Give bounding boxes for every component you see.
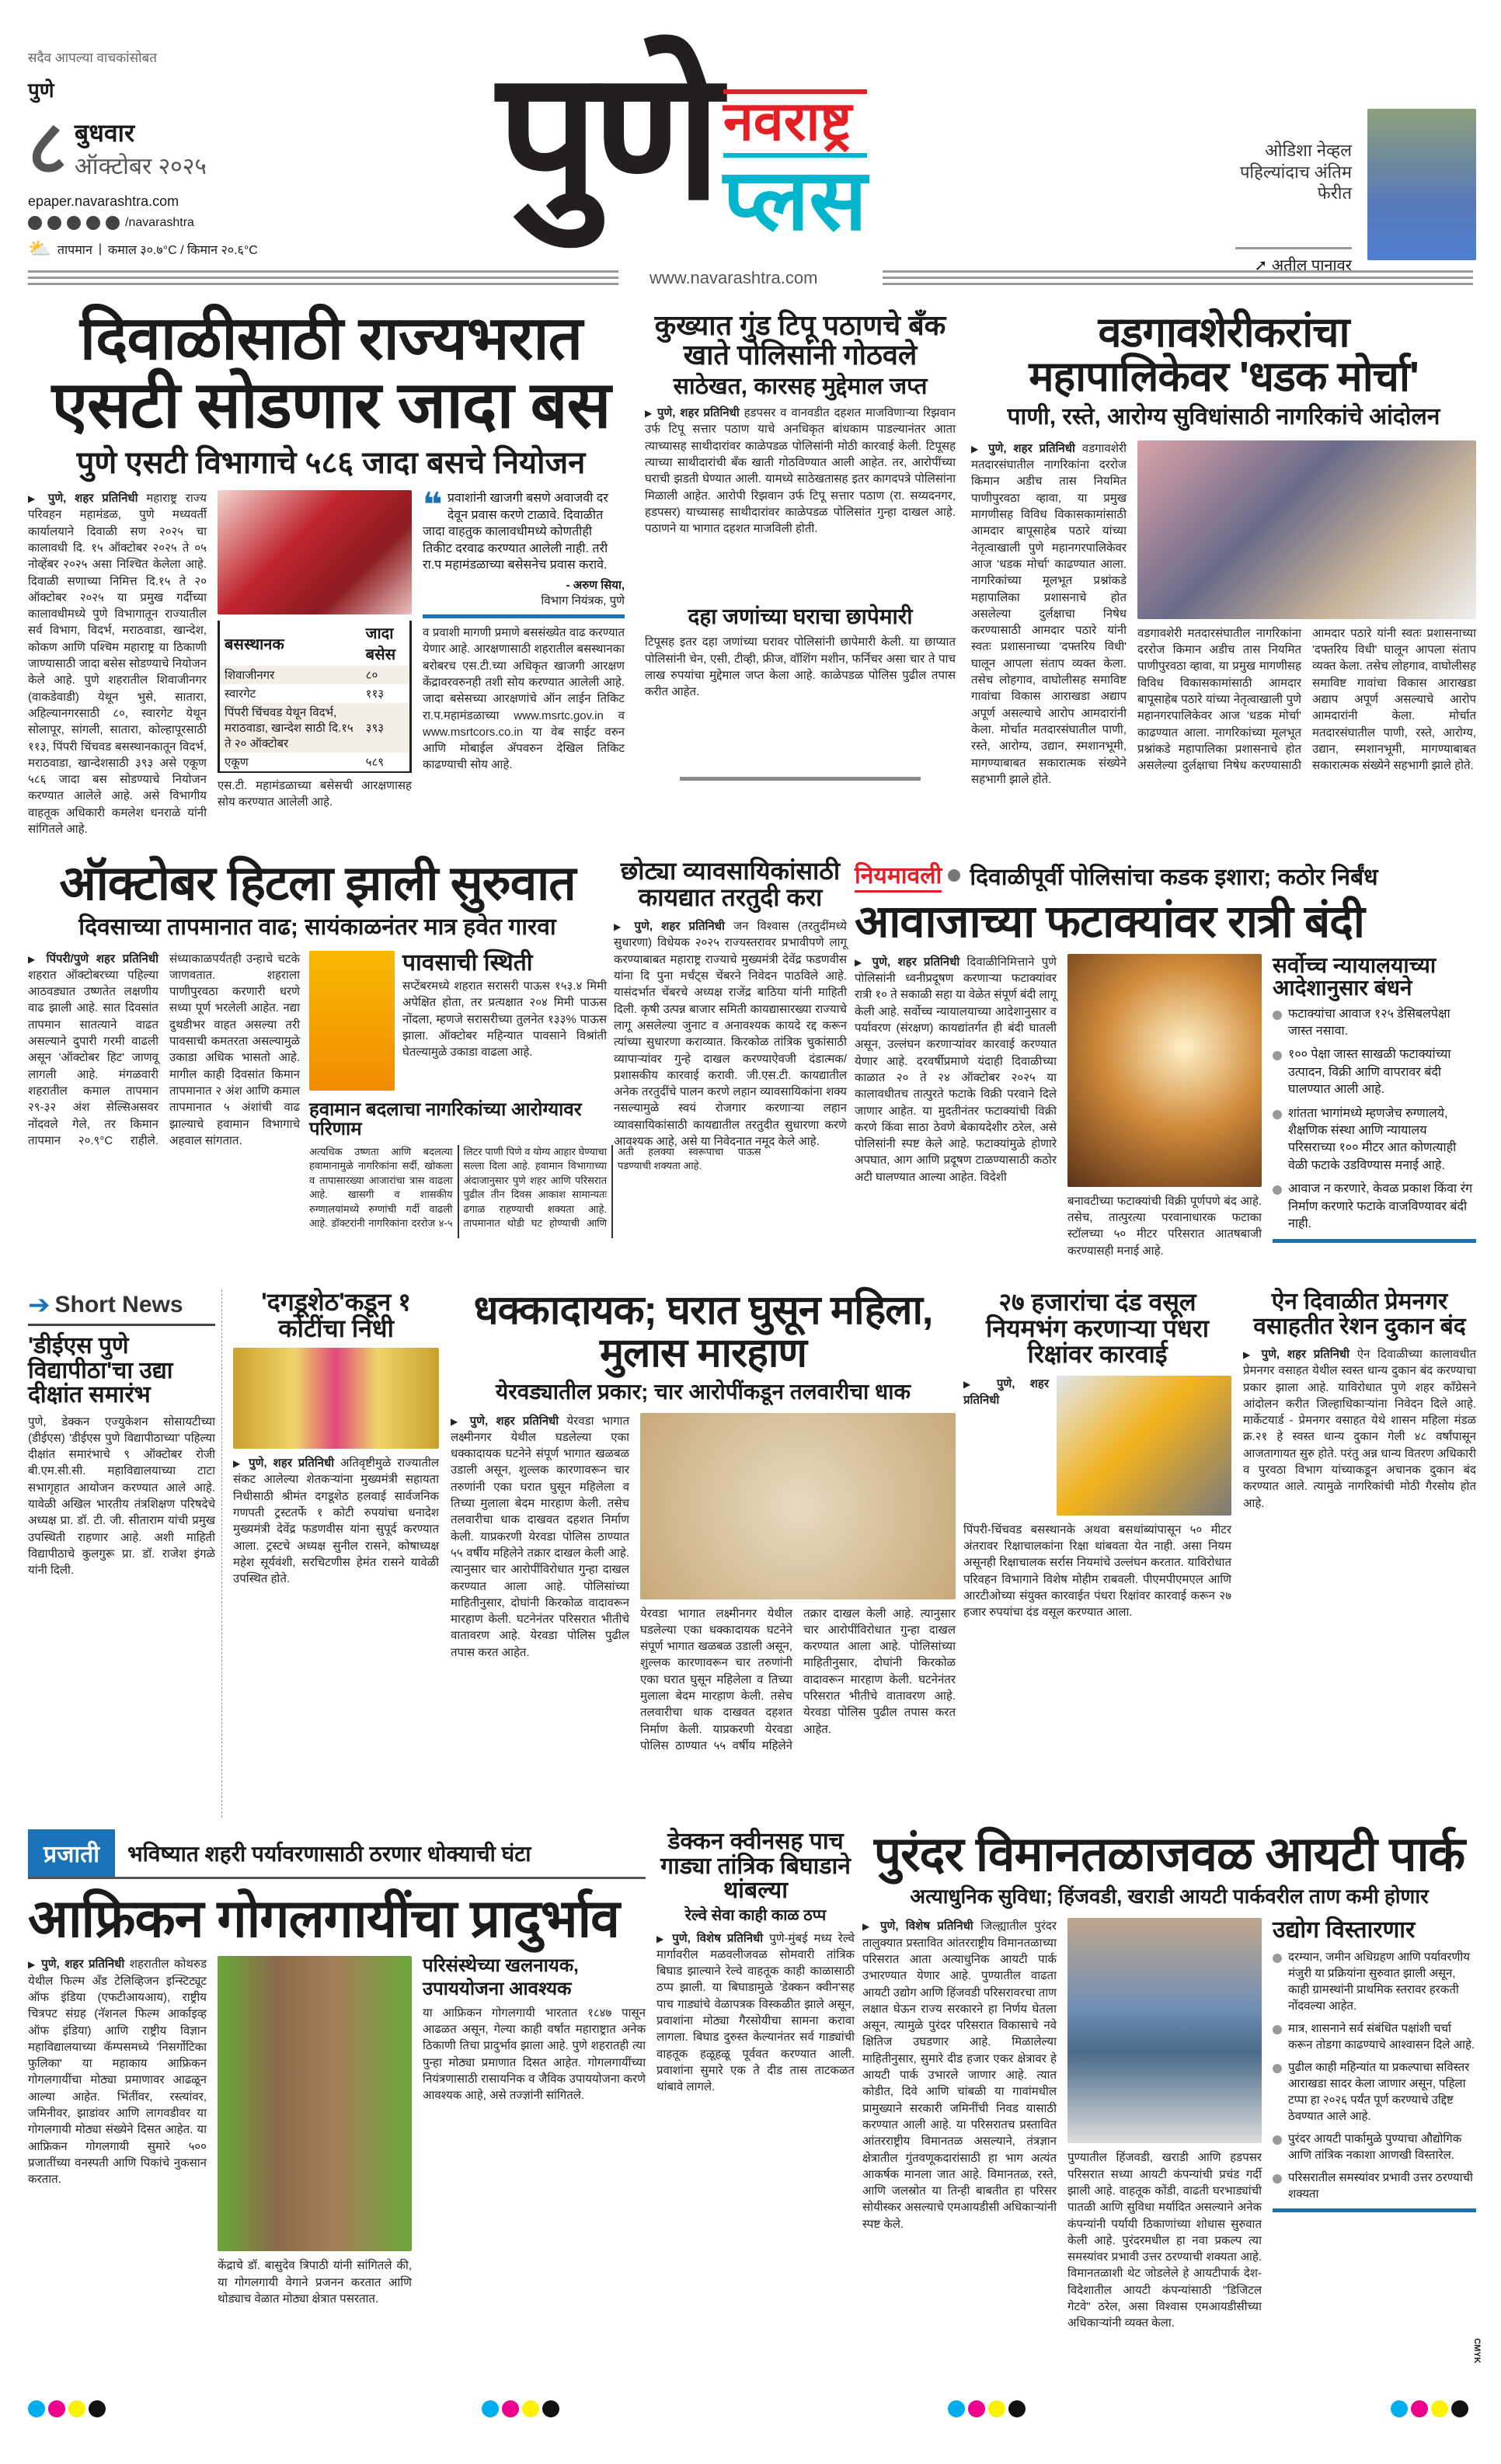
fireworks-side-title: सर्वोच्च न्यायालयाच्या आदेशानुसार बंधने bbox=[1273, 952, 1437, 1001]
gogalgay-kicker: भविष्यात शहरी पर्यावरणासाठी ठरणार धोक्याची घंटा bbox=[127, 1841, 531, 1866]
divider bbox=[423, 614, 625, 618]
protest-photo bbox=[1137, 440, 1476, 619]
tipu-headline: कुख्यात गुंड टिपू पठाणचे बँक खाते पोलिसांनी गोठवले bbox=[654, 309, 946, 371]
st-body-3: व प्रवाशी मागणी प्रमाणे बससंख्येत वाढ करण्यात येणार आहे. आरक्षणासाठी शहरातील बसस्थानका बरोबरच एस.टी.च्या अधिकृत खाजगी आरक्षण केंद्रावरवरुनही तशी सोय करण्यात आलेली आहे. जादा बसेसच्या आरक्षणांचे ऑन लाईन तिकिट रा.प.महामंडळाच्या www.msrtc.gov.in व www.msrtcors.co.in या वेब साईट वरुन आणि मोबाईल ॲपवरुन देखिल तिकिट काढण्याची सोय आहे. bbox=[423, 626, 625, 772]
business-headline: छोट्या व्यावसायिकांसाठी कायद्यात तरतुदी करा bbox=[620, 857, 841, 911]
cyan-dot bbox=[482, 2400, 499, 2417]
gogalgay-article bbox=[28, 1829, 646, 2360]
ration-body-text: ऐन दिवाळीच्या कालावधीत प्रेमनगर वसाहत येथील स्वस्त धान्य दुकान बंद करण्याचा प्रकार झाला आहे. याविरोधात पुणे शहर काँग्रेसने आंदोलन करीत जिल्हाधिकाऱ्यांना निवेदन दिले आहे. मार्केटयार्ड - प्रेमनगर वसाहत येथे शासन महिला मंडळ क्र.२१ हे स्वस्त धान्य दुकान गेली ४८ वर्षांपासून आजतागायत सुरु होते. परंतु अन्न धान्य वितरण अधिकारी व पुरवठा विभाग यांच्याकडून अचानक दुकान बंद करण्यात आले. त्यामुळे नागरिकांची मोठी गैरसोय होत आहे. bbox=[1243, 1348, 1476, 1510]
social-handle: /navarashtra bbox=[125, 216, 194, 229]
black-dot bbox=[89, 2400, 106, 2417]
social-row bbox=[28, 216, 339, 230]
ganpati-photo bbox=[233, 1348, 439, 1449]
dagdusheth-headline: 'दगडूशेठ'कडून १ कोटींचा निधी bbox=[261, 1288, 411, 1342]
magenta-dot bbox=[968, 2400, 985, 2417]
tipu-article bbox=[645, 311, 956, 781]
teaser-jump-label: अतील पानावर bbox=[1271, 257, 1352, 274]
gogalgay-body bbox=[28, 1956, 207, 2360]
october-body bbox=[28, 951, 300, 1246]
fireworks-tag: नियमावली bbox=[855, 858, 942, 893]
table-cell: ११३ bbox=[365, 687, 385, 701]
vadgaon-headline-2: महापालिकेवर 'धडक मोर्चा' bbox=[1029, 353, 1419, 400]
dagdusheth-article bbox=[233, 1289, 439, 1843]
logo-main: पुणे bbox=[497, 36, 716, 235]
deccan-body bbox=[656, 1930, 855, 2350]
ration-headline: ऐन दिवाळीत प्रेमनगर वसाहतीत रेशन दुकान बंद bbox=[1253, 1289, 1466, 1339]
gogalgay-side-body: या आफ्रिकन गोगलगायी भारतात १८४७ पासून आढळत असून, गेल्या काही वर्षांत महाराष्ट्रात अनेक ठिकाणी तिचा प्रादुर्भाव झाला आहे. पुणे शहरातही त्या पुन्हा मोठ्या प्रमाणात दिसत आहेत. गोगलगायींच्या नियंत्रणासाठी रासायनिक व जैविक उपाययोजना करणे आवश्यक आहे, असे तज्ज्ञांनी सांगितले. bbox=[423, 2006, 646, 2103]
rule-item: आवाज न करणारे, केवळ प्रकाश किंवा रंग निर्माण करणारे फटाके वाजविण्यावर बंदी नाही. bbox=[1273, 1181, 1476, 1233]
fireworks-article bbox=[855, 858, 1476, 1280]
snail-photo bbox=[218, 1956, 412, 2251]
purandar-side-title: उद्योग विस्तारणार bbox=[1273, 1917, 1416, 1944]
st-headline-1: दिवाळीसाठी राज्यभरात bbox=[79, 304, 583, 372]
short-news-headline: 'डीईएस पुणे विद्यापीठा'चा उद्या दीक्षांत समारंभ bbox=[28, 1333, 173, 1408]
fireworks-body bbox=[855, 954, 1057, 1280]
october-subhead: दिवसाच्या तापमानात वाढ; सायंकाळनंतर मात्र हवेत गारवा bbox=[78, 914, 556, 941]
facebook-icon[interactable] bbox=[28, 216, 42, 230]
st-subhead: पुणे एसटी विभागाचे ५८६ जादा बसचे नियोजन bbox=[76, 446, 586, 481]
vadgaon-body-2: वडगावशेरी मतदारसंघातील नागरिकांना दररोज किमान अडीच तास नियमित पाणीपुरवठा व्हावा, या प्रमुख मागणीसह विविध विकासकामांसाठी आमदार बापूसाहेब पठारे यांच्या नेतृत्वाखाली पुणे महानगरपालिकेवर आज 'धडक मोर्चा' काढण्यात आला. नागरिकांच्या मूलभूत प्रश्नांकडे महापालिका प्रशासनाचे होत असलेल्या दुर्लक्षाचा निषेध करण्यासाठी आमदार पठारे यांनी स्वतः प्रशासनाच्या 'दफ्तरिय विधी' घालून आपला संताप व्यक्त केला. तसेच लोहगाव, वाघोलीसह समाविष्ट गावांचा विकास आराखडा अद्याप अपूर्ण असल्याचे आरोप आमदारांनी केला. मोर्चात मतदारसंघातील पाणी, रस्ते, आरोग्य, उद्यान, स्मशानभूमी, मागण्याबाबत सकारात्मक संख्येने सहभागी झाले होते. bbox=[1137, 626, 1476, 773]
business-body bbox=[614, 918, 847, 1260]
table-cell: ५८९ bbox=[365, 756, 385, 770]
assault-subhead: येरवड्यातील प्रकार; चार आरोपींकडून तलवारीचा धाक bbox=[496, 1380, 911, 1404]
short-news-body: पुणे, डेक्कन एज्युकेशन सोसायटीच्या (डीईएस) 'डीईएस पुणे विद्यापीठाच्या' पहिल्या दीक्षांत समारंभाचे ९ ऑक्टोबर रोजी बी.एम.सी.सी. महाविद्यालयाच्या टाटा सभागृहात आयोजन करण्यात आले आहे. यावेळी अखिल भारतीय तंत्रशिक्षण परिषदेचे अध्यक्ष प्रा. डॉ. टी. जी. सीताराम यांची प्रमुख उपस्थिती राहणार आहे. अशी माहिती विद्यापीठाचे कुलगुरू प्रा. डॉ. राजेश इंगळे यांनी दिली. bbox=[28, 1415, 215, 1578]
point-item: दरम्यान, जमीन अधिग्रहण आणि पर्यावरणीय मंजुरी या प्रक्रियांना सुरुवात झाली असून, काही ग्रामस्थांनी प्राथमिक स्तरावर हरकती नोंदवल्या आहेत. bbox=[1273, 1949, 1476, 2014]
st-headline-2: एसटी सोडणार जादा बस bbox=[51, 367, 611, 441]
purandar-body bbox=[862, 1918, 1057, 2361]
magenta-dot bbox=[48, 2400, 65, 2417]
short-news bbox=[28, 1289, 222, 1818]
purandar-body-2: पुण्यातील हिंजवडी, खराडी आणि हडपसर परिसरात सध्या आयटी कंपन्यांची प्रचंड गर्दी झाली आहे. वाहतूक कोंडी, वाढती घरभाड्यांची पातळी आणि सुविधा मर्यादित असल्याने अनेक कंपन्यांनी पर्यायी ठिकाणांच्या शोधास सुरुवात केली आहे. पुरंदरमधील हा नवा प्रकल्प त्या समस्यांवर प्रभावी उत्तर ठरण्याची शक्यता आहे. विमानतळाशी थेट जोडलेले हे आयटीपार्क देश-विदेशातील आयटी कंपन्यांसाठी "डिजिटल गेटवे" ठरेल, असा विश्वास एमआयडीसीच्या अधिकाऱ्यांनी व्यक्त केला. bbox=[1067, 2151, 1262, 2330]
month-year: ऑक्टोबर २०२५ bbox=[74, 154, 207, 179]
assault-body bbox=[451, 1413, 629, 1801]
color-marks-mid-right bbox=[948, 2400, 1029, 2421]
purandar-subhead: अत्याधुनिक सुविधा; हिंजवडी, खराडी आयटी पार्कवरील ताण कमी होणार bbox=[910, 1885, 1429, 1909]
october-byline: ▶ पिंपरी/पुणे शहर प्रतिनिधी bbox=[28, 952, 158, 966]
purandar-headline: पुरंदर विमानतळाजवळ आयटी पार्क bbox=[873, 1828, 1465, 1881]
dagdusheth-byline: ▶ पुणे, शहर प्रतिनिधी bbox=[233, 1456, 334, 1470]
ration-byline: ▶ पुणे, शहर प्रतिनिधी bbox=[1243, 1348, 1350, 1361]
vadgaon-subhead: पाणी, रस्ते, आरोग्य सुविधांसाठी नागरिकांचे आंदोलन bbox=[1007, 404, 1440, 430]
deccan-subhead: रेल्वे सेवा काही काळ ठप्प bbox=[684, 1906, 827, 1924]
divider bbox=[1273, 2208, 1476, 2212]
gogalgay-headline: आफ्रिकन गोगलगायींचा प्रादुर्भाव bbox=[28, 1889, 619, 1948]
st-body bbox=[28, 490, 207, 837]
deccan-body-text: पुणे-मुंबई मध्य रेल्वे मार्गावरील मळवलीजवळ सोमवारी तांत्रिक बिघाड झाल्याने रेल्वे वाहतूक काही काळासाठी ठप्प झाली. या बिघाडामुळे 'डेक्कन क्वीन'सह पाच गाड्यांचे वेळापत्रक विस्कळीत झाले असून, प्रवाशांना मोठ्या गैरसोयीचा सामना करावा लागला. बिघाड दुरुस्त केल्यानंतर सर्व गाड्यांची वाहतूक हळूहळू पूर्ववत करण्यात आली. प्रवाशांना सुमारे एक ते दीड तास ताटकळत थांबावे लागले. bbox=[656, 1931, 855, 2094]
rain-title: पावसाची स्थिती bbox=[402, 949, 533, 976]
cmyk-label: CMYK bbox=[1472, 2338, 1482, 2364]
assault-body-2: येरवडा भागात लक्ष्मीनगर येथील घडलेल्या एका धक्कादायक घटनेने संपूर्ण भागात खळबळ उडाली असून, शुल्लक कारणावरून चार तरुणांनी एका घरात घुसून महिलेला व तिच्या मुलाला बेदम मारहाण केली. तसेच तलवारीचा धाक दाखवत दहशत निर्माण केली. याप्रकरणी येरवडा पोलिस ठाण्यात ५५ वर्षीय महिलेने तक्रार दाखल केली आहे. त्यानुसार चार आरोपींविरोधात गुन्हा दाखल करण्यात आला आहे. पोलिसांच्या माहितीनुसार, दोघांनी किरकोळ वादावरून मारहाण केली. घटनेनंतर परिसरात भीतीचे वातावरण आहे. येरवडा पोलिस पुढील तपास करत आहेत. bbox=[640, 1606, 956, 1752]
tipu-subhead: साठेखत, कारसह मुद्देमाल जप्त bbox=[673, 373, 928, 399]
bullet-dot bbox=[948, 869, 960, 882]
gogalgay-byline: ▶ पुणे, शहर प्रतिनिधी bbox=[28, 1958, 124, 1971]
st-article bbox=[28, 304, 634, 837]
weather-label: तापमान bbox=[57, 243, 92, 257]
quote-text: प्रवाशांनी खाजगी बसणे अवाजवी दर देवून प्रवास करणे टाळावे. दिवाळीत जादा वाहतुक कालावधीमध्ये कोणतीही तिकीट दरवाढ करण्यात आलेली नाही. तरी रा.प महामंडळाच्या बसेसनेच प्रवास करावे. bbox=[423, 492, 608, 572]
color-marks-left bbox=[28, 2400, 109, 2421]
st-body-text: महाराष्ट्र राज्य परिवहन महामंडळ, पुणे मध्यवर्ती कार्यालयाने दिवाळी सण २०२५ चा कालावधी दि. १५ ऑक्टोबर २०२५ ते ०५ नोव्हेंबर २०२५ असा निश्चित केलेला आहे. दिवाळी सणाच्या निमित्त दि.१५ ते २० ऑक्टोबर २०२५ या प्रमुख गर्दीच्या कालावधीमध्ये पुणे विभागातून राज्यातील सर्व विभाग, विदर्भ, मराठवाडा, खान्देश, कोकण आणि पश्चिम महाराष्ट्र या ठिकाणी जाण्यासाठी जादा बसेस सोडण्याचे नियोजन केले आहे. पुणे शहरातील शिवाजीनगर (वाकडेवाडी) येथून भुसे, सातारा, अहिल्यानगरसाठी ८०, स्वारगेट येथून सोलापूर, सांगली, सातारा, कोल्हापूरसाठी ११३, पिंपरी चिंचवड बसस्थानकातून विदर्भ, मराठवाडा, खान्देशसाठी ३९३ असे एकूण ५८६ जादा बस सोडण्याचे नियोजन करण्यात आलेले आहे. असे विभागीय वाहतूक अधिकारी कमलेश धनराळे यांनी सांगितले आहे. bbox=[28, 492, 207, 837]
divider bbox=[680, 777, 921, 781]
species-tag: प्रजाती bbox=[28, 1829, 115, 1877]
masthead-rule-right bbox=[883, 270, 1473, 285]
business-byline: ▶ पुणे, शहर प्रतिनिधी bbox=[614, 920, 725, 933]
rule-item: १०० पेक्षा जास्त साखळी फटाक्यांच्या उत्पादन, विक्री आणि वापरावर बंदी घालण्यात आली आहे. bbox=[1273, 1046, 1476, 1098]
assault-body-text: येरवडा भागात लक्ष्मीनगर येथील घडलेल्या एका धक्कादायक घटनेने संपूर्ण भागात खळबळ उडाली असून, शुल्लक कारणावरून चार तरुणांनी एका घरात घुसून महिलेला व तिच्या मुलाला बेदम मारहाण केली. तसेच तलवारीचा धाक दाखवत दहशत निर्माण केली. याप्रकरणी येरवडा पोलिस ठाण्यात ५५ वर्षीय महिलेने तक्रार दाखल केली आहे. त्यानुसार चार आरोपींविरोधात गुन्हा दाखल करण्यात आला आहे. पोलिसांच्या माहितीनुसार, दोघांनी किरकोळ वादावरून मारहाण केली. घटनेनंतर परिसरात भीतीचे वातावरण आहे. येरवडा पोलिस पुढील तपास करत आहेत. bbox=[451, 1414, 629, 1659]
divider bbox=[1273, 1239, 1476, 1243]
rickshaw-article bbox=[963, 1289, 1231, 1817]
point-item: पुढील काही महिन्यांत या प्रकल्पाचा सविस्तर आराखडा सादर केला जाणार असून, पहिला टप्पा हा २०२६ पर्यंत पूर्ण करण्याचे उद्दिष्ट ठेवण्यात आले आहे. bbox=[1273, 2059, 1476, 2125]
masthead-left: सदैव आपल्या वाचकांसोबत पुणे ८ बुधवार ऑक्टोबर २०२५ epaper.navarashtra.com /navarashtra ⛅ तापमान | कमाल ३०.७°C / किमान २०.६°C bbox=[28, 48, 339, 260]
health-body: अत्यधिक उष्णता आणि बदलत्या हवामानामुळे नागरिकांना सर्दी, खोकला व तापासारख्या आजारांचा त्रास वाढला आहे. खासगी व शासकीय रुग्णालयांमध्ये रुग्णांची गर्दी वाढली आहे. डॉक्टरांनी नागरिकांना दररोज ४-५ लिटर पाणी पिणे व योग्य आहार घेण्याचा सल्ला दिला आहे. हवामान विभागाच्या अंदाजानुसार पुणे शहर आणि परिसरात पुढील तीन दिवस आकाश सामान्यतः ढगाळ राहण्याची शक्यता आहे. तापमानात थोडी घट होण्याची आणि अती हलक्या स्वरूपाचा पाऊस पडण्याची शक्यता आहे. bbox=[309, 1145, 761, 1230]
table-cell: पिंपरी चिंचवड येथून विदर्भ, मराठवाडा, खान्देश साठी दि.१५ ते २० ऑक्टोबर bbox=[225, 706, 353, 751]
logo-bottom: प्लस bbox=[723, 152, 867, 248]
logo-top: नवराष्ट्र bbox=[723, 89, 867, 148]
yellow-dot bbox=[68, 2400, 85, 2417]
business-article bbox=[614, 858, 847, 1260]
bus-photo bbox=[218, 490, 412, 614]
arrow-icon: ➔ bbox=[28, 1290, 50, 1320]
x-icon[interactable] bbox=[67, 216, 81, 230]
table-cell: ८० bbox=[365, 669, 378, 683]
quote-author: - अरुण सिया, bbox=[566, 579, 625, 593]
table-header: जादा बसेस bbox=[365, 625, 396, 664]
table-cell: ३९३ bbox=[365, 722, 385, 736]
rickshaw-body: पिंपरी-चिंचवड बसस्थानके अथवा बसथांब्यांपासून ५० मीटर अंतरावर रिक्षाचालकांना रिक्षा थांबवता येत नाही. असा नियम असूनही रिक्षाचालक सर्रास नियमांचे उल्लंघन करतात. याविरोधात परिवहन विभागाने विशेष मोहीम राबवली. पीएमपीएमएल आणि आरटीओच्या संयुक्त कारवाईत पंधरा रिक्षांवर कारवाई करून २७ हजार रुपयांचा दंड वसूल करण्यात आला. bbox=[963, 1523, 1231, 1620]
gogalgay-side-sub: उपाययोजना आवश्यक bbox=[423, 1978, 572, 1999]
assault-illustration bbox=[640, 1413, 956, 1599]
fireworks-byline: ▶ पुणे, शहर प्रतिनिधी bbox=[855, 955, 959, 969]
deccan-byline: ▶ पुणे, विशेष प्रतिनिधी bbox=[656, 1932, 763, 1945]
tipu-byline: ▶ पुणे, शहर प्रतिनिधी bbox=[645, 406, 740, 419]
health-title: हवामान बदलाचा नागरिकांच्या आरोग्यावर परिणाम bbox=[309, 1098, 582, 1140]
table-cell: स्वारगेट bbox=[225, 687, 256, 701]
tipu-body-text: हडपसर व वानवडीत दहशत माजविणाऱ्या रिझवान उर्फ टिपू सत्तार पठाण याचे अनधिकृत बांधकाम पाडल्यानंतर आता त्याच्यासह साथीदारांवर काळेपडळ पोलिसांनी मोठी कारवाई केली. टिपूसह त्याच्या साथीदारांची बँक खाती गोठविण्यात आली आहेत. तर, आरोपींच्या घराची झडती घेण्यात आली. यामध्ये साठेखतासह इतर कागदपत्रे पोलिसांना मिळाली आहेत. आरोपी रिझवान उर्फ टिपू सत्तार पठाण (रा. सय्यदनगर, हडपसर) याच्यासह साथीदारांवर काळेपडळ पोलिसांत गुन्हा दाखल आहे. पठाणने या भागात दहशत माजविली होती. bbox=[645, 406, 956, 536]
purandar-article bbox=[862, 1829, 1476, 2361]
weekday: बुधवार bbox=[74, 119, 135, 147]
it-park-photo bbox=[1067, 1918, 1262, 2143]
table-header: बसस्थानक bbox=[225, 635, 284, 653]
st-body-2: एस.टी. महामंडळाच्या बसेसची आरक्षणासह सोय करण्यात आलेली आहे. bbox=[218, 779, 412, 809]
rain-body: सप्टेंबरमध्ये शहरात सरासरी पाऊस १५३.४ मिमी अपेक्षित होता, तर प्रत्यक्षात २०४ मिमी पाऊस नोंदला, म्हणजे सरासरीच्या तुलनेत १३३% पाऊस झाला. ऑक्टोबर महिन्यात पावसाने विश्रांती घेतल्यामुळे उकाडा वाढला आहे. bbox=[402, 980, 607, 1060]
fireworks-body-text: दिवाळीनिमित्ताने पुणे पोलिसांनी ध्वनीप्रदूषण करणाऱ्या फटाक्यांवर रात्री १० ते सकाळी सहा या वेळेत संपूर्ण बंदी लागू केली आहे. सर्वोच्च न्यायालयाच्या आदेशानुसार व पर्यावरण (संरक्षण) कायद्यांतर्गत ही बंदी घातली असून, उल्लंघन करणाऱ्यांवर कारवाई करण्यात येणार आहे. दरवर्षीप्रमाणे यंदाही दिवाळीच्या काळात २० ते २४ ऑक्टोबर २०२५ या कालावधीतच तात्पुरते फटाके विक्री परवाने दिले जाणार आहेत. या मुदतीनंतर फटाक्यांची विक्री करणे किंवा साठा ठेवणे बेकायदेशीर ठरेल, असे पोलिसांनी स्पष्ट केले आहे. फटाक्यांमुळे होणारे अपघात, आग आणि प्रदूषण टाळण्यासाठी कठोर अटी घालण्यात आल्या आहेत. विदेशी bbox=[855, 955, 1057, 1184]
sports-teaser[interactable]: ओडिशा नेव्हल पहिल्यांदाच अंतिम फेरीत bbox=[1239, 141, 1352, 203]
logo bbox=[497, 36, 867, 248]
instagram-icon[interactable] bbox=[47, 216, 61, 230]
dagdusheth-body-text: अतिवृष्टीमुळे राज्यातील संकट आलेल्या शेतकऱ्यांना मुख्यमंत्री सहायता निधीसाठी श्रीमंत दगडूशेठ हलवाई सार्वजनिक गणपती ट्रस्टतर्फे १ कोटी रुपयांचा धनादेश मुख्यमंत्री देवेंद्र फडणवीस यांना सुपूर्द करण्यात आला. ट्रस्टचे अध्यक्ष सुनील रासने, कोषाध्यक्ष महेश सूर्यवंशी, सरचिटणीस हेमंत रासने यावेळी उपस्थित होते. bbox=[233, 1456, 439, 1586]
assault-article bbox=[451, 1289, 956, 1801]
october-headline: ऑक्टोबर हिटला झाली सुरुवात bbox=[59, 857, 576, 910]
fireworks-caption: बनावटीच्या फटाक्यांची विक्री पूर्णपणे बंद आहे. तसेच, तात्पुरत्या परवानाधारक फटाका स्टॉलच्या ५० मीटर परिसरात आतषबाजी करण्यासही मनाई आहे. bbox=[1067, 1194, 1262, 1258]
point-item: परिसरातील समस्यांवर प्रभावी उत्तर ठरण्याची शक्यता bbox=[1273, 2170, 1476, 2202]
fireworks-photo bbox=[1067, 954, 1262, 1187]
vadgaon-headline-1: वडगावशेरीकरांचा bbox=[1098, 309, 1350, 356]
gogalgay-side-title: परिसंस्थेच्या खलनायक, bbox=[423, 1955, 579, 1977]
color-marks-mid-left bbox=[482, 2400, 562, 2421]
assault-byline: ▶ पुणे, शहर प्रतिनिधी bbox=[451, 1415, 559, 1428]
masthead-rule-left bbox=[28, 270, 618, 285]
tipu-body bbox=[645, 405, 956, 599]
black-dot bbox=[1451, 2400, 1468, 2417]
rule-item: शांतता भागांमध्ये म्हणजेच रुग्णालये, शैक्षणिक संस्था आणि न्यायालय परिसराच्या १०० मीटर आत कोणत्याही वेळी फटाके उडविण्यास मनाई आहे. bbox=[1273, 1105, 1476, 1175]
black-dot bbox=[542, 2400, 559, 2417]
ration-body bbox=[1243, 1346, 1476, 1781]
table-cell: एकूण bbox=[225, 756, 249, 770]
website[interactable]: www.navarashtra.com bbox=[650, 268, 818, 287]
cyan-dot bbox=[1391, 2400, 1408, 2417]
october-body-text: शहरात ऑक्टोबरच्या पहिल्या आठवड्यात उष्णतेत लक्षणीय वाढ झाली आहे. सात दिवसांत तापमान सातत्याने वाढत असल्याने दुपारी गरमी वाढली असून 'ऑक्टोबर हिट' जाणवू लागली आहे. मंगळवारी शहरातील कमाल तापमान २९-३२ अंश सेल्सिअसवर नोंदवले गेले, तर किमान तापमान २०.९°C राहीले. संध्याकाळपर्यंतही उन्हाचे चटके जाणवतात. शहराला पाणीपुरवठा करणारी धरणे सध्या पूर्ण भरलेली आहेत. नद्या दुथडीभर वाहत असल्या तरी पावसाची कमतरता असल्यामुळे उकाडा अधिक भासतो आहे. मागील काही दिवसांत किमान तापमानात २ अंश आणि कमाल तापमानात ५ अंशांची वाढ झाल्याचे हवामान विभागाचे अहवाल सांगतात. bbox=[28, 952, 300, 1147]
vadgaon-article bbox=[971, 311, 1476, 813]
weather-value: कमाल ३०.७°C / किमान २०.६°C bbox=[108, 243, 258, 257]
epaper-link[interactable]: epaper.navarashtra.com bbox=[28, 193, 179, 209]
magenta-dot bbox=[1411, 2400, 1428, 2417]
rickshaw-photo bbox=[1057, 1376, 1231, 1516]
short-news-label: Short News bbox=[54, 1292, 183, 1317]
assault-headline: धक्कादायक; घरात घुसून महिला, मुलास मारहाण bbox=[473, 1288, 933, 1376]
vadgaon-body bbox=[971, 440, 1127, 813]
gogalgay-caption: केंद्राचे डॉ. बासुदेव त्रिपाठी यांनी सांगितले की, या गोगलगायी वेगाने प्रजनन करतात आणि थोड्याच वेळात मोठ्या क्षेत्रात पसरतात. bbox=[218, 2259, 412, 2306]
yellow-dot bbox=[1431, 2400, 1448, 2417]
purandar-body-text: जिल्ह्यातील पुरंदर तालुक्यात प्रस्तावित आंतरराष्ट्रीय विमानतळाच्या परिसरात आता अत्याधुनिक आयटी पार्क उभारण्यात येणार आहे. पुण्यातील वाढता आयटी उद्योग आणि हिंजवडी परिसरावरचा ताण लक्षात घेऊन राज्य सरकारने हा निर्णय घेतला असून, त्यामुळे पुरंदर परिसरात विकासाचे नवे क्षितिज उघडणार आहे. मिळालेल्या माहितीनुसार, सुमारे दीड हजार एकर क्षेत्रावर हे आयटी पार्क उभारले जाणार आहे. त्यात कोडीत, दिवे आणि चांबळी या गावांमधील प्रामुख्याने सरकारी जमिनींची निवड यासाठी करण्यात आली आहे. या परिसरातच प्रस्तावित आंतरराष्ट्रीय विमानतळ असल्याने, तंत्रज्ञान क्षेत्रातील गुंतवणूकदारांसाठी हा भाग अत्यंत आकर्षक मानला जात आहे. विमानतळ, रस्ते, आणि जलस्रोत या तिन्ही बाबतीत हा परिसर सोयीस्कर असल्याचे एमआयडीसी अधिकाऱ्यांनी स्पष्ट केले. bbox=[862, 1919, 1057, 2231]
point-item: मात्र, शासनाने सर्व संबंधित पक्षांशी चर्चा करून तोडगा काढण्याचे आश्वासन दिले आहे. bbox=[1273, 2020, 1476, 2053]
gogalgay-body-text: शहरातील कोथरुड येथील फिल्म अँड टेलिव्हिजन इन्स्टिट्यूट ऑफ इंडिया (एफटीआयआय), राष्ट्रीय चित्रपट संग्रह (नॅशनल फिल्म आर्काइव्ह ऑफ इंडिया) आणि राष्ट्रीय विज्ञान महाविद्यालयाच्या कॅम्पसमध्ये 'निसर्गोटिका फुलिका' या महाकाय आफ्रिकन गोगलगायींचा मोठ्या प्रमाणावर आढळून आल्या आहेत. भिंतींवर, रस्त्यांवर, जमिनीवर, झाडांवर आणि लागवडीवर या गोगलगायी मोठ्या संख्येने दिसत आहेत. या आफ्रिकन गोगलगायी सुमारे ५०० प्रजातींच्या वनस्पती आणि पिकांचे नुकसान करतात. bbox=[28, 1958, 207, 2187]
fireworks-kicker: दिवाळीपूर्वी पोलिसांचा कडक इशारा; कठोर निर्बंध bbox=[970, 864, 1378, 890]
rickshaw-headline: २७ हजारांचा दंड वसूल नियमभंग करणाऱ्या पंधरा रिक्षांवर कारवाई bbox=[985, 1288, 1210, 1369]
linkedin-icon[interactable] bbox=[106, 216, 120, 230]
tipu-subhead-2: दहा जणांच्या घराचा छापेमारी bbox=[688, 604, 913, 629]
deccan-article bbox=[656, 1829, 855, 2350]
quote-icon: ❝ bbox=[423, 486, 443, 525]
bus-table bbox=[218, 621, 412, 773]
thermometer-photo bbox=[309, 951, 395, 1091]
hockey-photo bbox=[1367, 109, 1476, 260]
yellow-dot bbox=[522, 2400, 539, 2417]
cyan-dot bbox=[948, 2400, 965, 2417]
fireworks-headline: आवाजाच्या फटाक्यांवर रात्री बंदी bbox=[855, 896, 1364, 947]
rule-item: फटाक्यांचा आवाज १२५ डेसिबलपेक्षा जास्त नसावा. bbox=[1273, 1006, 1476, 1041]
teaser-jump[interactable]: ➚ अतील पानावर bbox=[1235, 247, 1352, 275]
tagline: सदैव आपल्या वाचकांसोबत bbox=[28, 50, 157, 65]
quote-role: विभाग नियंत्रक, पुणे bbox=[541, 594, 625, 608]
weather-icon: ⛅ bbox=[28, 238, 51, 259]
rickshaw-byline: ▶ पुणे, शहर प्रतिनिधी bbox=[963, 1377, 1049, 1407]
st-byline: ▶ पुणे, शहर प्रतिनिधी bbox=[28, 492, 138, 505]
table-cell: शिवाजीनगर bbox=[225, 669, 275, 683]
business-body-text: जन विश्वास (तरतुदींमध्ये सुधारणा) विधेयक २०२५ राज्यस्तरावर प्रभावीपणे लागू करण्याबाबत महाराष्ट्र राज्याचे मुख्यमंत्री देवेंद्र फडणवीस यांना दि पुना मर्चंट्स चेंबरने निवेदन पाठविले आहे. यासंदर्भात चेंबरचे अध्यक्ष राजेंद्र बाठिया यांनी माहिती दिली. कृषी उत्पन्न बाजार समिती कायद्यासारख्या राज्याचे लागू असलेल्या जुनाट व अनावश्यक कायदे रद्द करून त्यांच्या सुधारणा कराव्यात. किरकोळ तांत्रिक चुकांसाठी व्यापाऱ्यांवर गुन्हे दाखल करण्याऐवजी दंडात्मक/प्रशासकीय कारवाई करावी. जी.एस.टी. कायद्यातील अनेक तरतुदींचे पालन करणे लहान व्यावसायिकांना शक्य नसल्यामुळे स्वयं रोजगार करणाऱ्या लहान व्यावसायिकांसाठी कायद्यातील तरतुदीत सुधारणा करणे आवश्यक आहे, असे या निवेदनात नमूद केले आहे. bbox=[614, 920, 847, 1149]
magenta-dot bbox=[502, 2400, 519, 2417]
ration-article bbox=[1243, 1289, 1476, 1781]
color-marks-right bbox=[1391, 2400, 1471, 2421]
edition-city: पुणे bbox=[28, 78, 54, 102]
date-number: ८ bbox=[28, 106, 67, 190]
yellow-dot bbox=[988, 2400, 1005, 2417]
deccan-headline: डेक्कन क्वीनसह पाच गाड्या तांत्रिक बिघाडाने थांबल्या bbox=[660, 1829, 851, 1903]
youtube-icon[interactable] bbox=[86, 216, 100, 230]
tipu-body-2: टिपूसह इतर दहा जणांच्या घरावर पोलिसांनी छापेमारी केली. या छाप्यात पोलिसांनी चेन, एसी, टीव्ही, फ्रीज, वॉशिंग मशीन, फर्निचर असा चार ते पाच लाख रुपयांचा मुद्देमाल जप्त केला आहे. काळेपडळ पोलिस पुढील तपास करीत आहेत. bbox=[645, 635, 956, 699]
vadgaon-byline: ▶ पुणे, शहर प्रतिनिधी bbox=[971, 442, 1075, 455]
dagdusheth-body bbox=[233, 1455, 439, 1843]
cyan-dot bbox=[28, 2400, 45, 2417]
purandar-byline: ▶ पुणे, विशेष प्रतिनिधी bbox=[862, 1919, 973, 1933]
st-quote bbox=[423, 486, 625, 574]
vadgaon-body-text: वडगावशेरी मतदारसंघातील नागरिकांना दररोज किमान अडीच तास नियमित पाणीपुरवठा व्हावा, या प्रमुख मागणीसह विविध विकासकामांसाठी आमदार बापूसाहेब पठारे यांच्या नेतृत्वाखाली पुणे महानगरपालिकेवर आज 'धडक मोर्चा' काढण्यात आला. नागरिकांच्या मूलभूत प्रश्नांकडे महापालिका प्रशासनाचे होत असलेल्या दुर्लक्षाचा निषेध करण्यासाठी आमदार पठारे यांनी स्वतः प्रशासनाच्या 'दफ्तरिय विधी' घालून आपला संताप व्यक्त केला. तसेच लोहगाव, वाघोलीसह समाविष्ट गावांचा विकास आराखडा अद्याप अपूर्ण असल्याचे आरोप आमदारांनी केला. मोर्चात मतदारसंघातील पाणी, रस्ते, आरोग्य, उद्यान, स्मशानभूमी, मागण्याबाबत सकारात्मक संख्येने सहभागी झाले होते. bbox=[971, 441, 1127, 786]
rickshaw-body-top bbox=[963, 1376, 1049, 1516]
black-dot bbox=[1008, 2400, 1026, 2417]
point-item: पुरंदर आयटी पार्कामुळे पुण्याचा औद्योगिक आणि तांत्रिक नकाशा आणखी विस्तारेल. bbox=[1273, 2131, 1476, 2163]
